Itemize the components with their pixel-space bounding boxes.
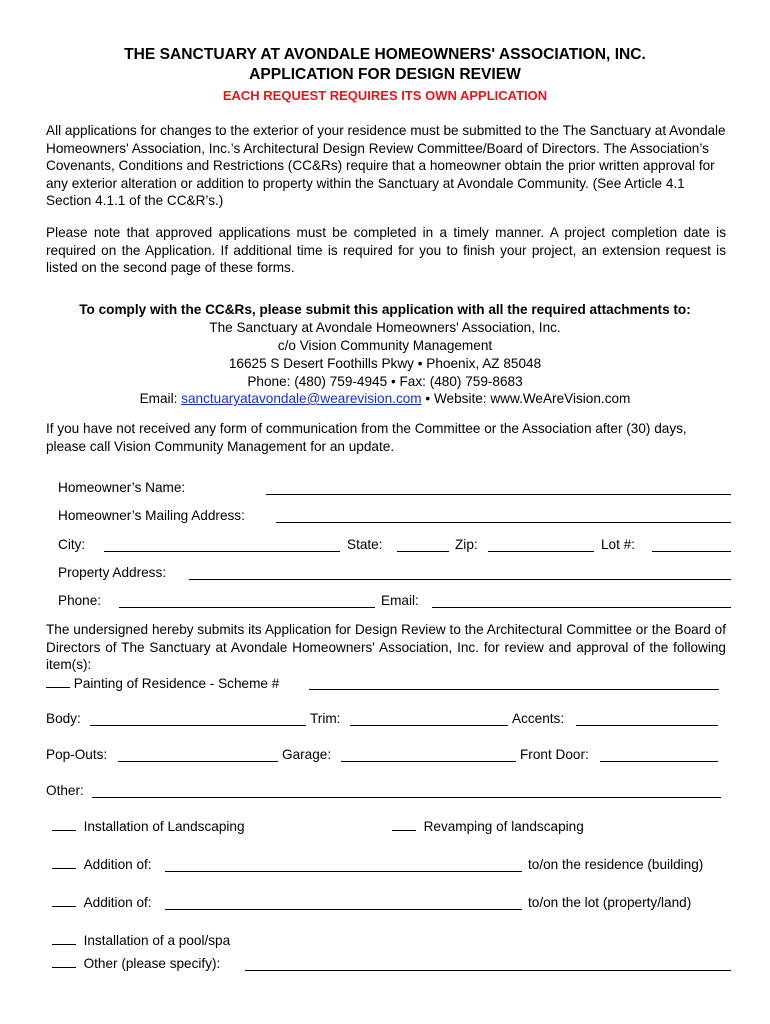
website-text: • Website: www.WeAreVision.com bbox=[421, 391, 631, 406]
front-door-field[interactable] bbox=[600, 761, 718, 762]
trim-label: Trim: bbox=[310, 711, 341, 726]
notice-text: EACH REQUEST REQUIRES ITS OWN APPLICATION bbox=[222, 88, 548, 103]
popouts-field[interactable] bbox=[118, 761, 278, 762]
landscaping-checkbox[interactable] bbox=[52, 818, 76, 831]
scheme-field[interactable] bbox=[309, 689, 719, 690]
phone-field[interactable] bbox=[119, 607, 375, 608]
state-field[interactable] bbox=[397, 551, 449, 552]
zip-field[interactable] bbox=[488, 551, 594, 552]
mailing-field[interactable] bbox=[276, 522, 731, 523]
mailing-label: Homeowner’s Mailing Address: bbox=[58, 508, 245, 523]
property-field[interactable] bbox=[189, 579, 731, 580]
care-of: c/o Vision Community Management bbox=[277, 338, 493, 353]
submission-paragraph: The undersigned hereby submits its Application for Design Review to the Architectural Committee or the Board of Directors of The Sanctuary at Avondale Homeowners' Association, Inc. for review and approval of the following item(s): bbox=[46, 622, 726, 673]
revamp-row bbox=[392, 818, 584, 835]
painting-label: Painting of Residence - Scheme # bbox=[73, 676, 280, 691]
city-field[interactable] bbox=[104, 551, 340, 552]
addition-lot-suffix: to/on the lot (property/land) bbox=[528, 895, 692, 910]
city-label: City: bbox=[58, 537, 86, 552]
accents-label: Accents: bbox=[512, 711, 565, 726]
addition-residence-field[interactable] bbox=[165, 871, 522, 872]
state-label: State: bbox=[347, 537, 383, 552]
addition-residence-label: Addition of: bbox=[83, 857, 152, 872]
popouts-label: Pop-Outs: bbox=[46, 747, 108, 762]
other-specify-row bbox=[52, 955, 220, 972]
email-field[interactable] bbox=[432, 607, 731, 608]
painting-row bbox=[46, 675, 279, 692]
accents-field[interactable] bbox=[576, 725, 718, 726]
comply-heading: To comply with the CC&Rs, please submit this application with all the required attachments to: bbox=[79, 302, 691, 317]
email-website-line bbox=[0, 390, 770, 407]
pool-label: Installation of a pool/spa bbox=[83, 933, 231, 948]
painting-checkbox[interactable] bbox=[46, 675, 70, 688]
other-field[interactable] bbox=[92, 797, 721, 798]
other-specify-field[interactable] bbox=[245, 970, 731, 971]
addition-lot-field[interactable] bbox=[165, 909, 522, 910]
lot-label: Lot #: bbox=[601, 537, 636, 552]
phone-fax: Phone: (480) 759-4945 • Fax: (480) 759-8683 bbox=[247, 374, 523, 389]
pool-checkbox[interactable] bbox=[52, 932, 76, 945]
front-door-label: Front Door: bbox=[520, 747, 589, 762]
revamp-label: Revamping of landscaping bbox=[423, 819, 584, 834]
garage-label: Garage: bbox=[282, 747, 332, 762]
zip-label: Zip: bbox=[455, 537, 478, 552]
addition-residence-row bbox=[52, 856, 152, 873]
mailing-address: 16625 S Desert Foothills Pkwy • Phoenix, AZ 85048 bbox=[228, 356, 542, 371]
email-label: Email: bbox=[139, 391, 182, 406]
landscaping-label: Installation of Landscaping bbox=[83, 819, 245, 834]
pool-row bbox=[52, 932, 230, 949]
other-specify-checkbox[interactable] bbox=[52, 955, 76, 968]
phone-label: Phone: bbox=[58, 593, 102, 608]
property-label: Property Address: bbox=[58, 565, 167, 580]
note-paragraph: Please note that approved applications must be completed in a timely manner. A project completion date is required on the Application. If additional time is required for you to finish your project, an extension request is listed on the second page of these forms. bbox=[46, 225, 726, 276]
trim-field[interactable] bbox=[350, 725, 508, 726]
addition-residence-checkbox[interactable] bbox=[52, 856, 76, 869]
form-title: THE SANCTUARY AT AVONDALE HOMEOWNERS' ASSOCIATION, INC. bbox=[124, 46, 646, 63]
other-label: Other: bbox=[46, 783, 84, 798]
addition-lot-label: Addition of: bbox=[83, 895, 152, 910]
lot-field[interactable] bbox=[652, 551, 731, 552]
landscaping-row bbox=[52, 818, 245, 835]
contact-note: If you have not received any form of communication from the Committee or the Association after (30) days, please call Vision Community Management for an update. bbox=[46, 421, 687, 454]
addition-residence-suffix: to/on the residence (building) bbox=[528, 857, 704, 872]
name-field[interactable] bbox=[266, 494, 731, 495]
other-specify-label: Other (please specify): bbox=[83, 956, 221, 971]
name-label: Homeowner’s Name: bbox=[58, 480, 186, 495]
intro-paragraph: All applications for changes to the exterior of your residence must be submitted to the The Sanctuary at Avondale Homeowners' Association, Inc.’s Architectural Design Review Committee/Board of Directors. The Association’s Covenants, Conditions and Restrictions (CC&Rs) require that a homeowner obtain the prior written approval for any exterior alteration or addition to property within the Sanctuary at Avondale Community. (See Article 4.1 Section 4.1.1 of the CC&R’s.) bbox=[46, 123, 726, 209]
garage-field[interactable] bbox=[341, 761, 516, 762]
email-field-label: Email: bbox=[381, 593, 419, 608]
org-name: The Sanctuary at Avondale Homeowners' Association, Inc. bbox=[209, 320, 561, 335]
revamp-checkbox[interactable] bbox=[392, 818, 416, 831]
addition-lot-row bbox=[52, 894, 152, 911]
body-field[interactable] bbox=[90, 725, 306, 726]
body-label: Body: bbox=[46, 711, 81, 726]
email-link[interactable]: sanctuaryatavondale@wearevision.com bbox=[181, 391, 422, 406]
form-subtitle: APPLICATION FOR DESIGN REVIEW bbox=[249, 66, 521, 83]
addition-lot-checkbox[interactable] bbox=[52, 894, 76, 907]
